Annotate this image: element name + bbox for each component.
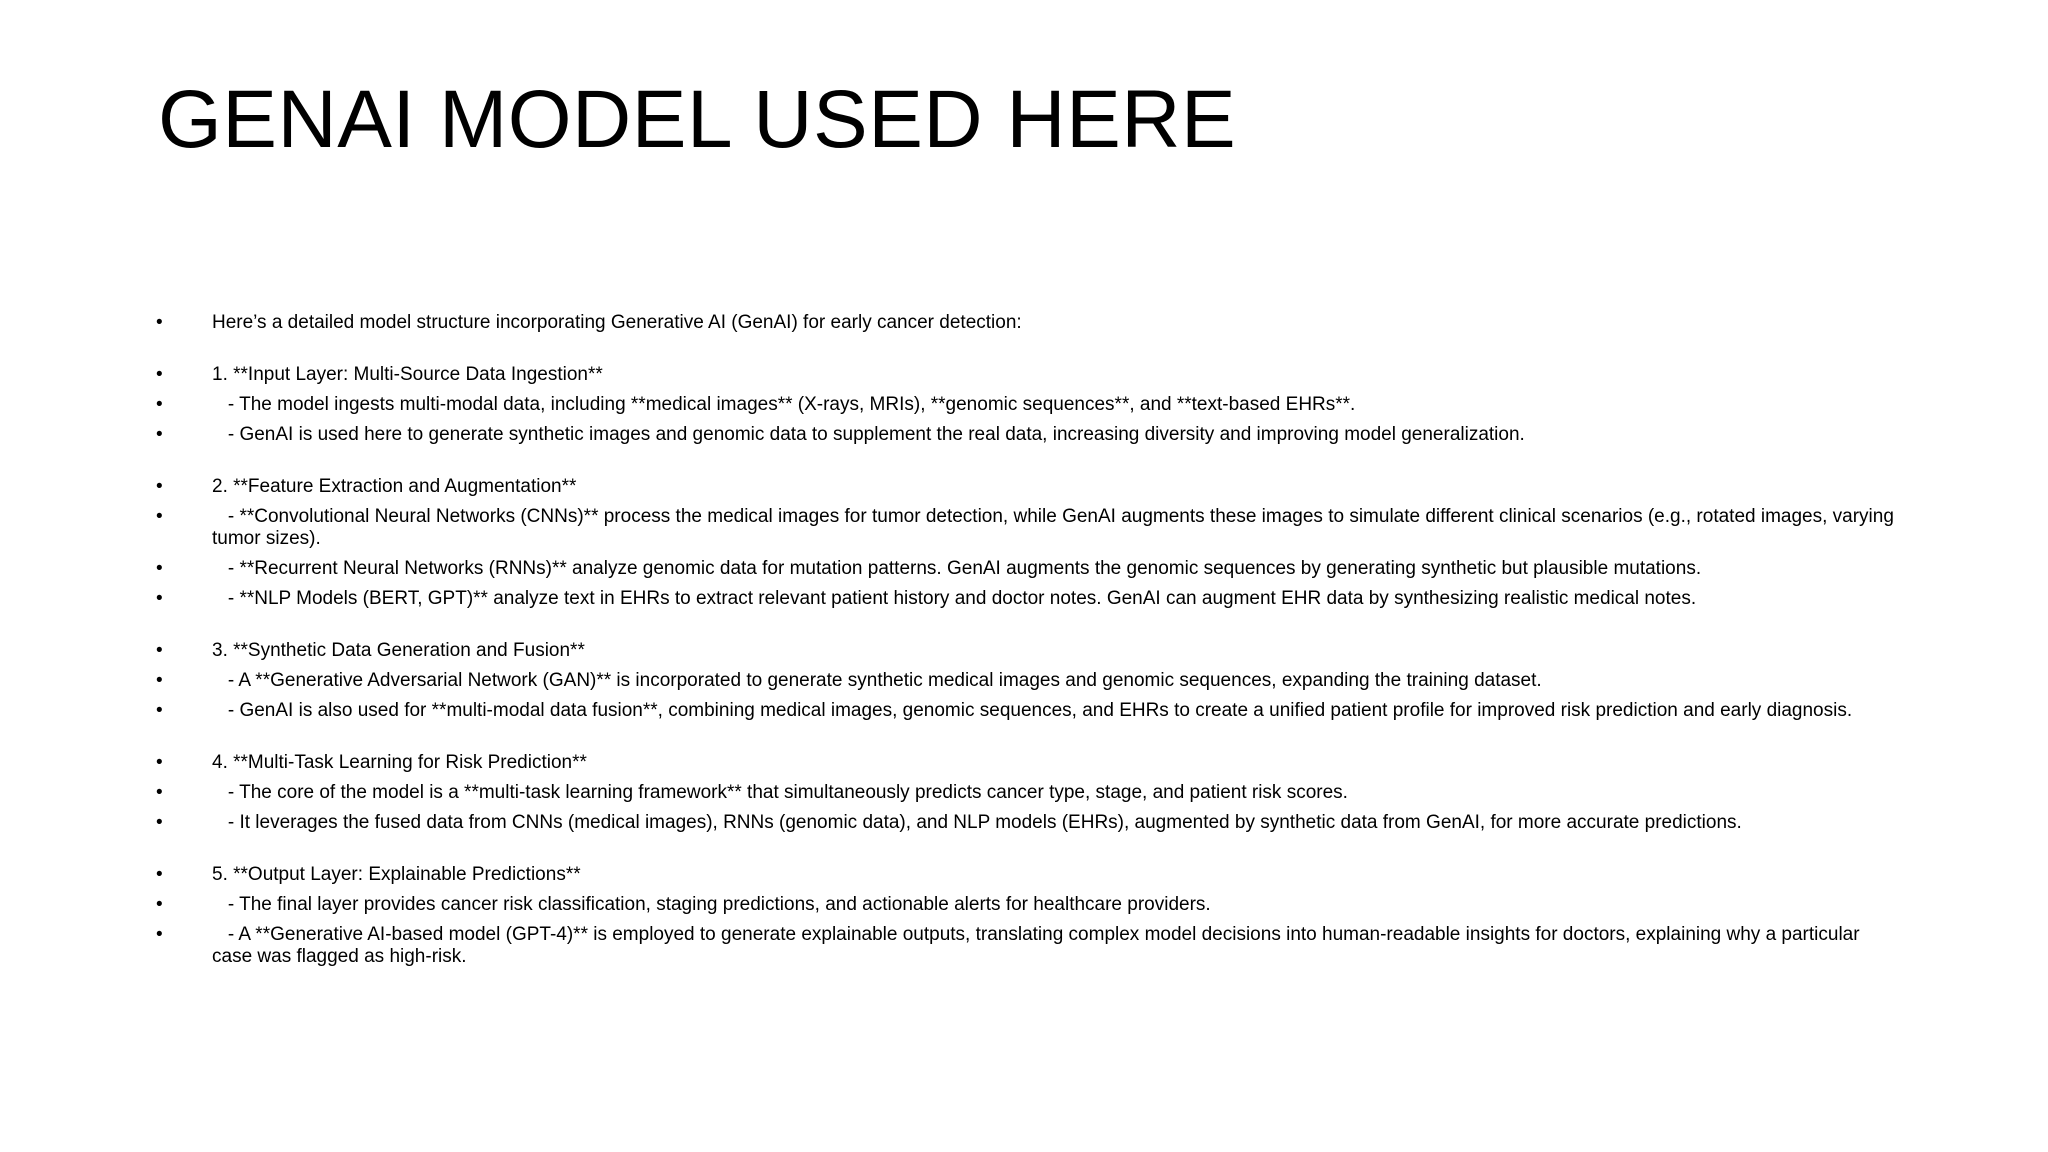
bullet-text: 2. **Feature Extraction and Augmentation** [212,476,577,497]
bullet-dot-icon: • [156,752,163,773]
bullet-text: Here’s a detailed model structure incorporating Generative AI (GenAI) for early cancer detection: [212,312,1022,333]
slide-title: GENAI MODEL USED HERE [158,74,1237,165]
bullet-item [156,312,1896,334]
bullet-item [156,782,1896,804]
bullet-dot-icon: • [156,670,163,691]
bullet-dot-icon: • [156,476,163,497]
bullet-dot-icon: • [156,640,163,661]
bullet-item [156,864,1896,886]
bullet-text: - The model ingests multi-modal data, including **medical images** (X-rays, MRIs), **genomic sequences**, and **text-based EHRs**. [212,394,1356,415]
bullet-item [156,588,1896,610]
bullet-item [156,506,1900,550]
bullet-text: - GenAI is used here to generate synthetic images and genomic data to supplement the real data, increasing diversity and improving model generalization. [212,424,1525,445]
bullet-text: - It leverages the fused data from CNNs (medical images), RNNs (genomic data), and NLP models (EHRs), augmented by synthetic data from GenAI, for more accurate predictions. [212,812,1742,833]
bullet-text: 5. **Output Layer: Explainable Predictions** [212,864,581,885]
bullet-dot-icon: • [156,864,163,885]
bullet-dot-icon: • [156,924,163,945]
bullet-dot-icon: • [156,312,163,333]
bullet-text: - A **Generative Adversarial Network (GAN)** is incorporated to generate synthetic medical images and genomic sequences, expanding the training dataset. [212,670,1542,691]
bullet-dot-icon: • [156,394,163,415]
bullet-dot-icon: • [156,424,163,445]
bullet-item [156,558,1896,580]
bullet-text: 3. **Synthetic Data Generation and Fusion** [212,640,585,661]
bullet-text: - The final layer provides cancer risk classification, staging predictions, and actionable alerts for healthcare providers. [212,894,1211,915]
bullet-item [156,924,1896,968]
bullet-dot-icon: • [156,700,163,721]
bullet-text: - A **Generative AI-based model (GPT-4)** is employed to generate explainable outputs, translating complex model decisions into human-readable insights for doctors, explaining why a particular case was flagged as high-risk. [212,924,1865,967]
bullet-text: - GenAI is also used for **multi-modal data fusion**, combining medical images, genomic sequences, and EHRs to create a unified patient profile for improved risk prediction and early diagnosis. [212,700,1853,721]
bullet-dot-icon: • [156,894,163,915]
bullet-text: 4. **Multi-Task Learning for Risk Prediction** [212,752,587,773]
bullet-item [156,394,1896,416]
bullet-item [156,670,1896,692]
bullet-dot-icon: • [156,364,163,385]
bullet-item [156,424,1896,446]
bullet-item [156,752,1896,774]
bullet-item [156,476,1896,498]
bullet-item [156,812,1896,834]
bullet-item [156,894,1896,916]
bullet-dot-icon: • [156,558,163,579]
bullet-dot-icon: • [156,782,163,803]
bullet-dot-icon: • [156,506,163,527]
bullet-item [156,640,1896,662]
bullet-dot-icon: • [156,588,163,609]
bullet-text: - **NLP Models (BERT, GPT)** analyze text in EHRs to extract relevant patient history and doctor notes. GenAI can augment EHR data by synthesizing realistic medical notes. [212,588,1697,609]
bullet-item [156,364,1896,386]
bullet-text: - The core of the model is a **multi-task learning framework** that simultaneously predicts cancer type, stage, and patient risk scores. [212,782,1348,803]
bullet-text: - **Convolutional Neural Networks (CNNs)** process the medical images for tumor detection, while GenAI augments these images to simulate different clinical scenarios (e.g., rotated images, varying tumor sizes). [212,506,1900,549]
bullet-text: 1. **Input Layer: Multi-Source Data Ingestion** [212,364,603,385]
slide-content [156,312,1900,976]
bullet-text: - **Recurrent Neural Networks (RNNs)** analyze genomic data for mutation patterns. GenAI augments the genomic sequences by generating synthetic but plausible mutations. [212,558,1702,579]
bullet-dot-icon: • [156,812,163,833]
bullet-item [156,700,1896,722]
